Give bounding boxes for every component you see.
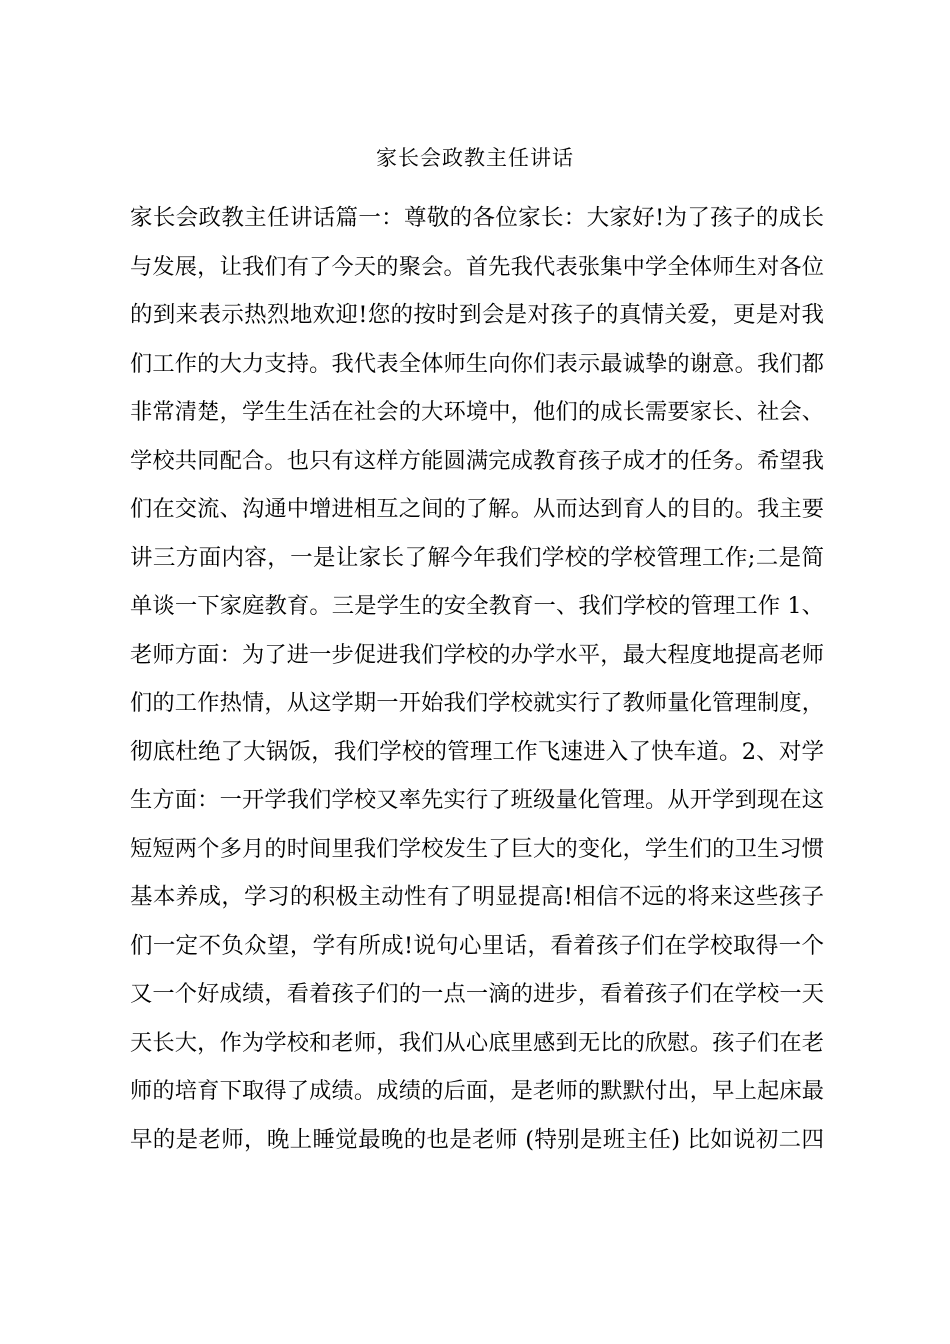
body-line: 彻底杜绝了大锅饭，我们学校的管理工作飞速进入了快车道。2、对学 — [130, 738, 824, 765]
body-line: 基本养成，学习的积极主动性有了明显提高!相信不远的将来这些孩子 — [130, 884, 824, 910]
body-line: 们一定不负众望，学有所成!说句心里话，看着孩子们在学校取得一个 — [130, 932, 824, 959]
document-title: 家长会政教主任讲话 — [376, 146, 574, 170]
body-line: 老师方面：为了进一步促进我们学校的办学水平，最大程度地提高老师 — [130, 641, 824, 668]
body-line: 单谈一下家庭教育。三是学生的安全教育一、我们学校的管理工作 1、 — [130, 593, 824, 619]
body-line: 与发展，让我们有了今天的聚会。首先我代表张集中学全体师生对各位 — [130, 253, 824, 280]
body-line: 师的培育下取得了成绩。成绩的后面，是老师的默默付出，早上起床最 — [130, 1078, 824, 1104]
document-body — [130, 194, 824, 1164]
body-line: 生方面：一开学我们学校又率先实行了班级量化管理。从开学到现在这 — [130, 787, 824, 813]
body-line: 非常清楚，学生生活在社会的大环境中，他们的成长需要家长、社会、 — [130, 399, 824, 425]
body-line: 天长大，作为学校和老师，我们从心底里感到无比的欣慰。孩子们在老 — [130, 1029, 824, 1056]
body-line: 又一个好成绩，看着孩子们的一点一滴的进步，看着孩子们在学校一天 — [130, 981, 824, 1007]
body-line: 学校共同配合。也只有这样方能圆满完成教育孩子成才的任务。希望我 — [130, 447, 824, 474]
body-line: 讲三方面内容，一是让家长了解今年我们学校的学校管理工作;二是简 — [130, 544, 824, 571]
body-line: 们工作的大力支持。我代表全体师生向你们表示最诚挚的谢意。我们都 — [130, 350, 824, 377]
body-line: 短短两个多月的时间里我们学校发生了巨大的变化，学生们的卫生习惯 — [130, 835, 824, 862]
body-line: 们在交流、沟通中增进相互之间的了解。从而达到育人的目的。我主要 — [130, 496, 824, 522]
body-line: 早的是老师，晚上睡觉最晚的也是老师 (特别是班主任) 比如说初二四 — [130, 1126, 824, 1153]
body-line: 的到来表示热烈地欢迎!您的按时到会是对孩子的真情关爱，更是对我 — [130, 302, 824, 328]
body-line: 家长会政教主任讲话篇一：尊敬的各位家长：大家好!为了孩子的成长 — [130, 205, 824, 231]
body-line: 们的工作热情，从这学期一开始我们学校就实行了教师量化管理制度， — [130, 690, 824, 716]
